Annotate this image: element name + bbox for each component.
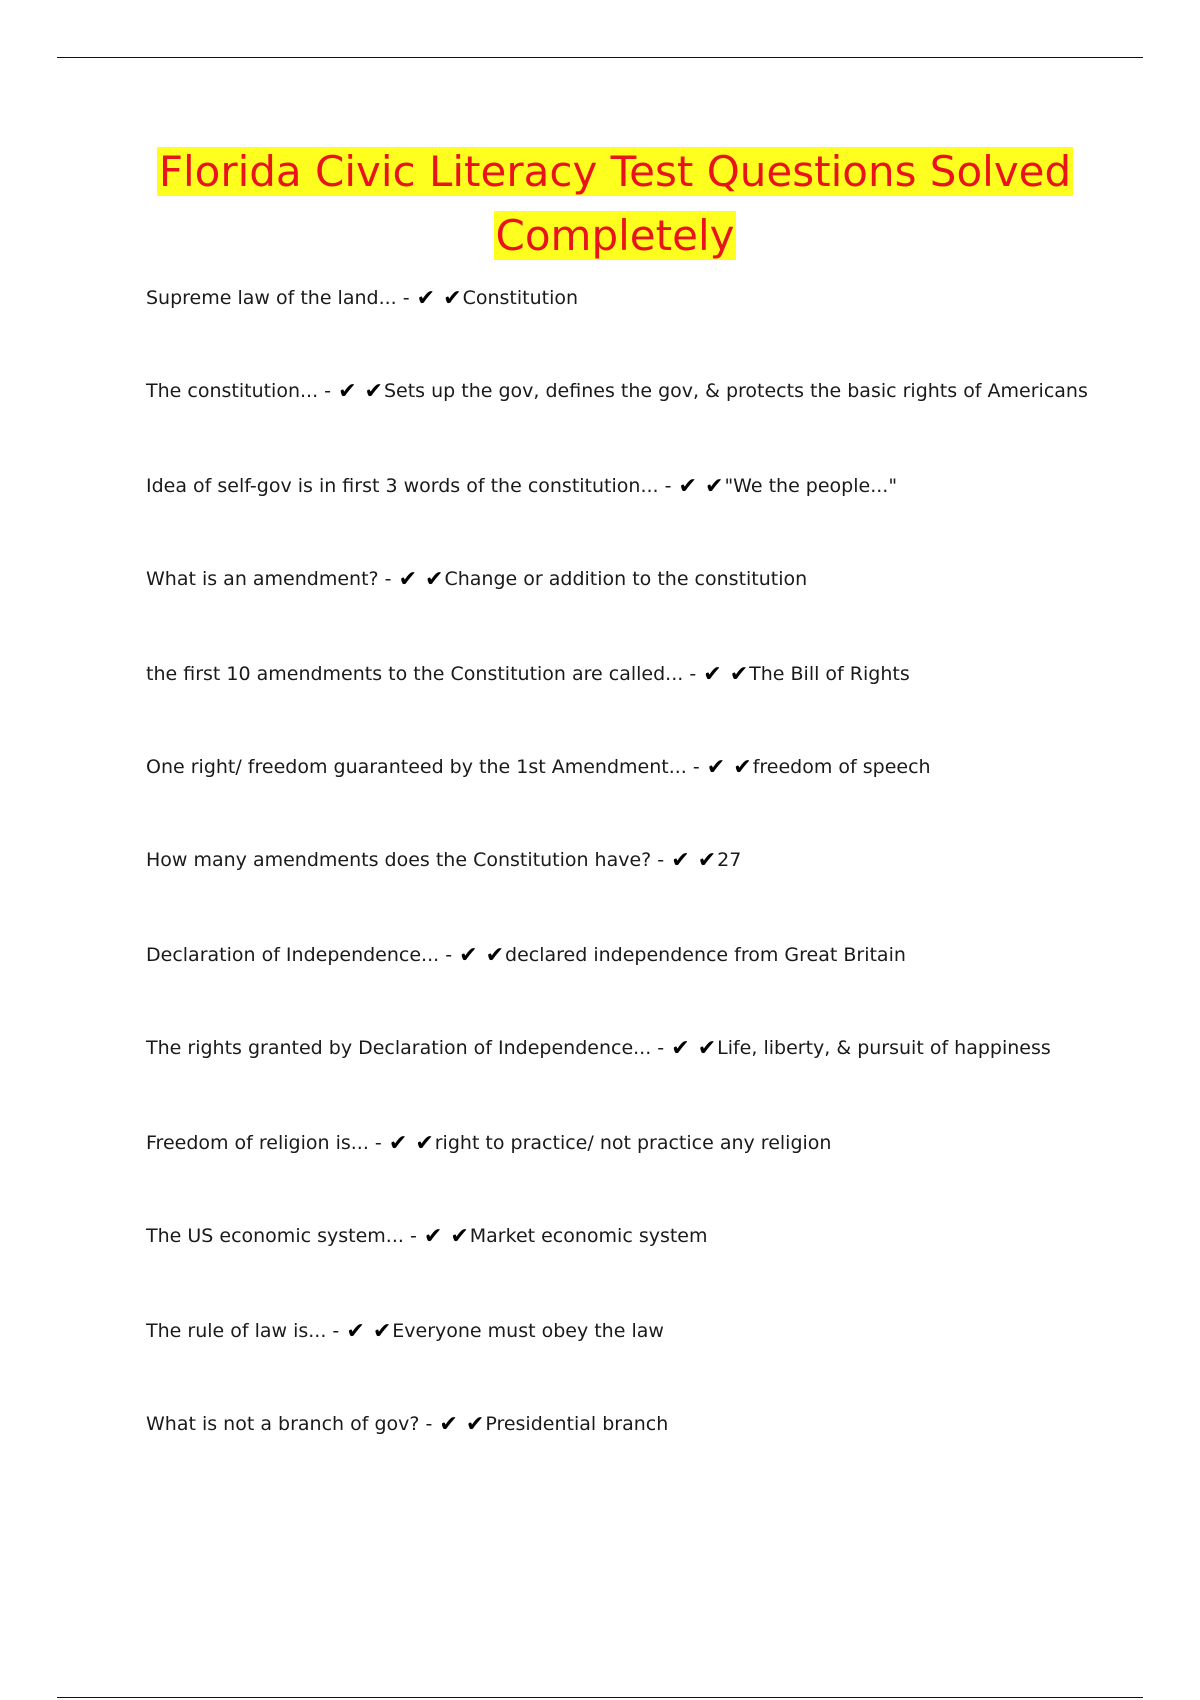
title-line-1: Florida Civic Literacy Test Questions Solved	[158, 147, 1072, 196]
question-text: Idea of self-gov is in first 3 words of the constitution...	[146, 475, 659, 497]
answer-text: Life, liberty, & pursuit of happiness	[717, 1037, 1051, 1059]
answer-text: 27	[717, 849, 742, 871]
top-rule	[57, 57, 1143, 58]
answer-text: Market economic system	[469, 1225, 708, 1247]
qa-item	[146, 377, 1088, 406]
check-icon: ✔	[423, 1224, 443, 1249]
question-text: The constitution...	[146, 380, 319, 402]
check-icon: ✔	[416, 286, 436, 311]
separator: -	[368, 1132, 388, 1154]
question-text: Supreme law of the land...	[146, 287, 397, 309]
check-icon: ✔	[706, 755, 726, 780]
question-text: The US economic system...	[146, 1225, 404, 1247]
check-icon: ✔	[465, 1412, 485, 1437]
qa-item	[146, 284, 578, 313]
qa-item	[146, 660, 910, 689]
check-icon: ✔	[459, 943, 478, 968]
check-icon: ✔	[439, 1412, 458, 1437]
check-icon: ✔	[364, 379, 383, 404]
qa-item	[146, 1317, 664, 1346]
check-icon: ✔	[705, 474, 724, 499]
check-icon: ✔	[697, 1036, 717, 1061]
check-icon: ✔	[671, 848, 690, 873]
question-text: The rule of law is...	[146, 1320, 327, 1342]
title-line-2: Completely	[495, 211, 735, 260]
answer-text: Presidential branch	[485, 1413, 669, 1435]
question-text: Freedom of religion is...	[146, 1132, 369, 1154]
check-icon: ✔	[733, 755, 752, 780]
check-icon: ✔	[443, 286, 462, 311]
qa-item	[146, 1129, 831, 1158]
check-icon: ✔	[485, 943, 505, 968]
answer-text: "We the people..."	[724, 475, 898, 497]
check-icon: ✔	[450, 1224, 469, 1249]
qa-item	[146, 1034, 1051, 1063]
answer-text: Sets up the gov, defines the gov, & protects the basic rights of Americans	[383, 380, 1088, 402]
check-icon: ✔	[697, 848, 717, 873]
check-icon: ✔	[678, 474, 697, 499]
check-icon: ✔	[398, 567, 417, 592]
check-icon: ✔	[388, 1131, 408, 1156]
qa-item	[146, 472, 897, 501]
answer-text: freedom of speech	[752, 756, 931, 778]
separator: -	[439, 944, 459, 966]
question-text: How many amendments does the Constitution have?	[146, 849, 652, 871]
separator: -	[683, 663, 703, 685]
question-text: The rights granted by Declaration of Independence...	[146, 1037, 652, 1059]
check-icon: ✔	[415, 1131, 434, 1156]
qa-item	[146, 753, 931, 782]
qa-item	[146, 565, 807, 594]
question-text: the first 10 amendments to the Constitution are called...	[146, 663, 684, 685]
separator: -	[326, 1320, 346, 1342]
check-icon: ✔	[671, 1036, 690, 1061]
separator: -	[378, 568, 398, 590]
question-text: One right/ freedom guaranteed by the 1st Amendment...	[146, 756, 687, 778]
document-title	[100, 140, 1130, 268]
check-icon: ✔	[372, 1319, 392, 1344]
separator: -	[658, 475, 678, 497]
answer-text: declared independence from Great Britain	[505, 944, 906, 966]
check-icon: ✔	[425, 567, 444, 592]
qa-item	[146, 1222, 708, 1251]
separator: -	[396, 287, 416, 309]
bottom-rule	[57, 1697, 1143, 1698]
separator: -	[651, 849, 671, 871]
question-text: What is not a branch of gov?	[146, 1413, 420, 1435]
qa-item	[146, 941, 906, 970]
separator: -	[318, 380, 338, 402]
answer-text: Everyone must obey the law	[392, 1320, 664, 1342]
question-text: Declaration of Independence...	[146, 944, 440, 966]
separator: -	[419, 1413, 439, 1435]
separator: -	[651, 1037, 671, 1059]
answer-text: Change or addition to the constitution	[444, 568, 808, 590]
answer-text: Constitution	[462, 287, 579, 309]
qa-item	[146, 1410, 668, 1439]
answer-text: right to practice/ not practice any religion	[434, 1132, 832, 1154]
question-text: What is an amendment?	[146, 568, 379, 590]
check-icon: ✔	[346, 1319, 365, 1344]
answer-text: The Bill of Rights	[749, 663, 910, 685]
check-icon: ✔	[338, 379, 357, 404]
separator: -	[686, 756, 706, 778]
separator: -	[403, 1225, 423, 1247]
check-icon: ✔	[703, 662, 722, 687]
qa-item	[146, 846, 741, 875]
check-icon: ✔	[729, 662, 749, 687]
